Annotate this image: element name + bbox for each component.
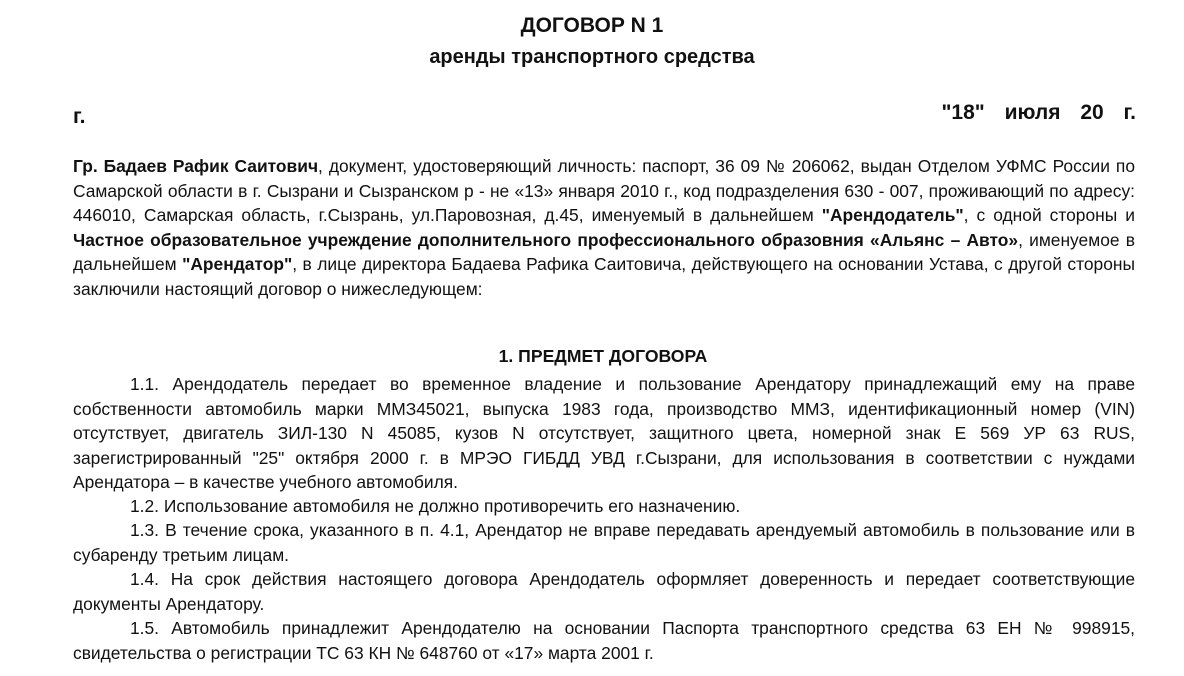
lessor-term: "Арендодатель" — [821, 205, 964, 226]
parties-paragraph — [73, 154, 1135, 302]
section-title: 1. ПРЕДМЕТ ДОГОВОРА — [498, 346, 708, 366]
lessor-name: Гр. Бадаев Рафик Саитович — [73, 156, 319, 176]
contract-date: "18" июля 20 г. — [941, 101, 1136, 124]
clause-1-4: 1.4. На срок действия настоящего договора Арендодатель оформляет доверенность и передает соответствующие документы Арендатору. — [73, 569, 1135, 614]
lessee-connector: , именуемое в дальнейшем — [73, 229, 1135, 275]
document-title: ДОГОВОР N 1 — [520, 14, 664, 37]
lessee-term: "Арендатор" — [182, 254, 293, 275]
clause-1-2: 1.2. Использование автомобиля не должно противоречить его назначению. — [130, 496, 741, 516]
clause-1-5: 1.5. Автомобиль принадлежит Арендодателю на основании Паспорта транспортного средства 63 ЕН № 998915, свидетельства о регистрации ТС 63 КН № 648760 от «17» марта 2001 г. — [73, 618, 1135, 663]
lessee-name: Частное образовательное учреждение дополнительного профессионального образовния «Альянс – Авто» — [73, 229, 1019, 250]
clause-1-1: 1.1. Арендодатель передает во временное владение и пользование Арендатору принадлежащий ему на праве собственности автомобиль марки ММЗ45021, выпуска 1983 года, производство ММЗ, идентификационный номер (VIN) отсутствует, двигатель ЗИЛ-130 N 45085, кузов N отсутствует, защитного цвета, номерной знак Е 569 УР 63 RUS, зарегистрированный "25" октября 2000 г. в МРЭО ГИБДД УВД г.Сызрани, для использования в соответствии с нуждами Арендатора – в качестве учебного автомобиля. — [73, 374, 1135, 493]
city-label: г. — [73, 105, 86, 128]
document-subtitle: аренды транспортного средства — [429, 46, 755, 68]
intro-connector: , с одной стороны и — [963, 205, 1135, 226]
lessor-details: , документ, удостоверяющий личность: паспорт, 36 09 № 206062, выдан Отделом УФМС России по Самарской области в г. Сызрани и Сызранском р - не «13» января 2010 г., код подразделения 630 - 007, проживающий по адресу: 446010, Самарская область, г.Сызрань, ул.Паровозная, д.45, именуемый в дальнейшем — [73, 156, 1135, 226]
clause-1-3: 1.3. В течение срока, указанного в п. 4.1, Арендатор не вправе передавать арендуемый автомобиль в пользование или в субаренду третьим лицам. — [73, 520, 1135, 565]
intro-closing: , в лице директора Бадаева Рафика Саитовича, действующего на основании Устава, с другой стороны заключили настоящий договор о нижеследующем: — [73, 254, 1135, 299]
